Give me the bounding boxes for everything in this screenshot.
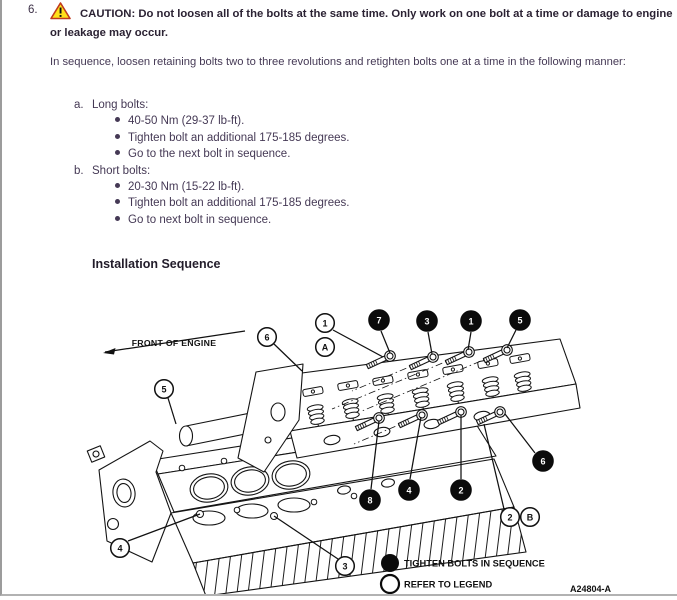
legend-filled-circle-icon [381,554,399,572]
svg-text:B: B [526,512,534,523]
warning-icon [50,2,71,25]
procedure-item-b [74,163,349,229]
svg-text:5: 5 [517,315,523,326]
callout-open-2 [501,508,520,527]
bullet-text: 20-30 Nm (15-22 lb-ft). [128,181,245,194]
bullet-text: Go to next bolt in sequence. [128,213,272,226]
procedure-item-a [74,97,349,163]
bullet-item [115,146,349,162]
bullet-text: Go to the next bolt in sequence. [128,148,291,161]
callout-filled-7 [369,310,390,331]
svg-text:1: 1 [322,318,328,329]
list-marker-a: a. [74,99,84,111]
bullet-item [115,130,349,146]
callout-filled-6 [533,451,554,472]
callout-open-3 [336,557,355,576]
svg-text:3: 3 [342,561,348,572]
bullet-text: Tighten bolt an additional 175-185 degrees. [128,131,350,144]
bullet-icon [115,134,120,139]
svg-text:6: 6 [540,456,546,467]
callout-open-A [316,338,335,357]
svg-text:5: 5 [161,384,167,395]
caution-paragraph [50,2,675,41]
bullet-text: 40-50 Nm (29-37 lb-ft). [128,115,245,128]
svg-text:1: 1 [468,316,474,327]
callout-filled-4 [399,480,420,501]
section-heading: Installation Sequence [92,257,221,271]
intro-paragraph: In sequence, loosen retaining bolts two to three revolutions and retighten bolts one at a time in the following manner: [50,56,626,68]
svg-text:6: 6 [264,332,270,343]
bullet-item [115,179,349,195]
svg-text:4: 4 [406,485,412,496]
bullet-item [115,212,349,228]
callout-filled-5 [510,310,531,331]
callout-open-5 [155,380,174,399]
bullet-item [115,113,349,129]
figure-code: A24804-A [569,584,611,594]
svg-text:A: A [321,342,329,353]
bullet-list-b [115,179,349,228]
svg-text:4: 4 [117,543,123,554]
diagram-legend [381,554,611,594]
installation-sequence-diagram [2,300,677,596]
callout-filled-2 [451,480,472,501]
bullet-text: Tighten bolt an additional 175-185 degrees. [128,197,350,210]
bullet-icon [115,117,120,122]
bullet-icon [115,150,120,155]
legend-open-circle-icon [381,575,399,593]
bullet-item [115,195,349,211]
svg-text:7: 7 [376,315,382,326]
engine-illustration [87,339,580,596]
caution-text: CAUTION: Do not loosen all of the bolts at the same time. Only work on one bolt at a time or damage to engine or leakage may occur. [50,8,673,39]
callout-open-4 [111,539,130,558]
callout-filled-3 [417,311,438,332]
bullet-list-a [115,113,349,162]
callout-open-1 [316,314,335,333]
callout-open-6 [258,328,277,347]
list-label-b: Short bolts: [92,164,151,177]
svg-text:3: 3 [424,316,430,327]
legend-open-label: REFER TO LEGEND [404,579,493,590]
callout-open-B [521,508,540,527]
list-label-a: Long bolts: [92,99,149,111]
bullet-icon [115,216,120,221]
callout-filled-1 [461,311,482,332]
callout-filled-8 [360,490,381,511]
svg-text:2: 2 [507,512,513,523]
bullet-icon [115,183,120,188]
svg-text:8: 8 [367,495,373,506]
front-of-engine-pointer [103,331,245,355]
step-number: 6. [28,4,38,16]
list-marker-b: b. [74,164,84,177]
procedure-list [74,97,349,228]
bullet-icon [115,199,120,204]
legend-filled-label: TIGHTEN BOLTS IN SEQUENCE [404,558,545,569]
svg-text:2: 2 [458,485,464,496]
front-of-engine-label: FRONT OF ENGINE [131,338,217,348]
